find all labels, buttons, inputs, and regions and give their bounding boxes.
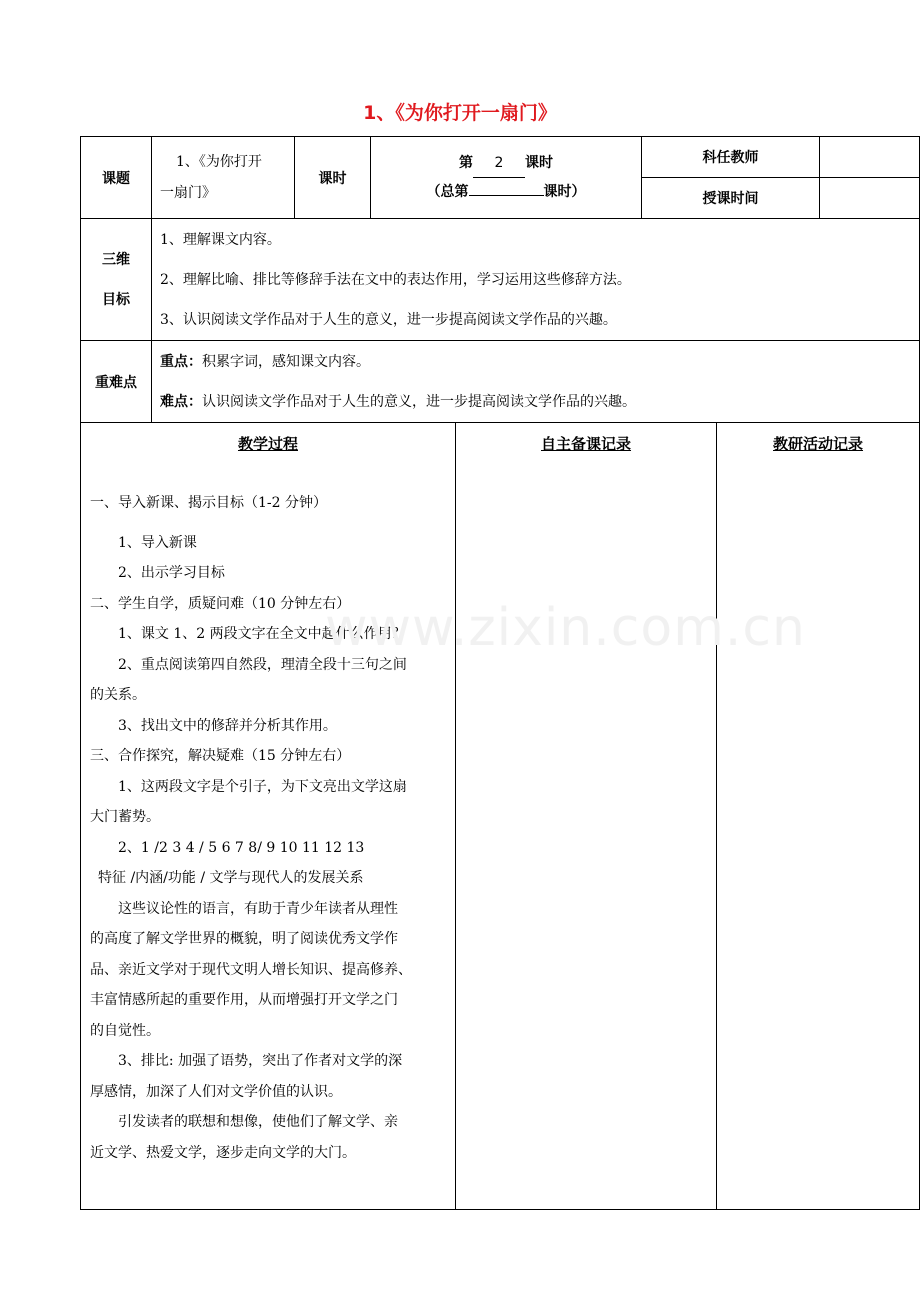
time-value[interactable] xyxy=(820,178,920,219)
period-field xyxy=(371,137,642,219)
process-line: 近文学、热爱文学，逐步走向文学的大门。 xyxy=(90,1144,356,1161)
key-points-label: 重难点 xyxy=(81,341,152,423)
objectives-content xyxy=(152,219,920,341)
topic-value-line1: 1、《为你打开 xyxy=(176,153,262,170)
objective-item: 2、理解比喻、排比等修辞手法在文中的表达作用，学习运用这些修辞方法。 xyxy=(160,271,631,288)
period-label: 课时 xyxy=(295,137,371,219)
process-line: 2、出示学习目标 xyxy=(118,565,225,581)
total-suffix: 课时） xyxy=(543,184,586,200)
process-text xyxy=(90,488,450,1168)
process-line: 的关系。 xyxy=(90,687,146,703)
teacher-label: 科任教师 xyxy=(642,137,820,178)
period-value[interactable]: 2 xyxy=(473,149,525,178)
topic-label: 课题 xyxy=(81,137,152,219)
difficult-label: 难点： xyxy=(160,393,202,410)
key-text: 积累字词，感知课文内容。 xyxy=(202,353,370,370)
process-line: 的自觉性。 xyxy=(90,1022,160,1039)
key-points-content xyxy=(152,341,920,423)
objectives-label xyxy=(81,219,152,341)
process-line: 一、导入新课、揭示目标（1-2 分钟） xyxy=(90,495,327,511)
objective-item: 1、理解课文内容。 xyxy=(160,231,281,248)
process-line: 品、亲近文学对于现代文明人增长知识、提高修养、 xyxy=(90,961,412,978)
topic-value xyxy=(152,137,295,219)
topic-value-line2: 一扇门》 xyxy=(160,184,216,201)
process-line: 1、导入新课 xyxy=(118,534,197,551)
key-point-line xyxy=(152,342,919,382)
process-line: 厚感情，加深了人们对文学价值的认识。 xyxy=(90,1083,342,1100)
process-line: 丰富情感所起的重要作用，从而增强打开文学之门 xyxy=(90,992,398,1008)
process-line: 二、学生自学，质疑问难（10 分钟左右） xyxy=(90,595,351,612)
research-column[interactable] xyxy=(717,423,920,1210)
watermark: www.zixin.com.cn xyxy=(325,598,806,658)
total-prefix: （总第 xyxy=(426,184,469,200)
process-line: 1、课文 1、2 两段文字在全文中起什么作用？ xyxy=(118,626,406,642)
process-line: 这些议论性的语言，有助于青少年读者从理性 xyxy=(118,900,398,917)
objective-item: 3、认识阅读文学作品对于人生的意义，进一步提高阅读文学作品的兴趣。 xyxy=(160,311,617,328)
process-line: 3、排比: 加强了语势，突出了作者对文学的深 xyxy=(118,1053,403,1069)
self-prep-header: 自主备课记录 xyxy=(541,435,632,453)
self-prep-column[interactable] xyxy=(456,423,717,1210)
process-line: 1、这两段文字是个引子，为下文亮出文学这扇 xyxy=(118,778,407,795)
process-header: 教学过程 xyxy=(237,435,298,453)
process-line: 3、找出文中的修辞并分析其作用。 xyxy=(118,717,337,734)
teacher-value[interactable] xyxy=(820,137,920,178)
difficult-point-line xyxy=(152,382,919,422)
page-title: 1、《为你打开一扇门》 xyxy=(363,102,557,124)
process-line: 特征 /内涵/功能 / 文学与现代人的发展关系 xyxy=(98,870,364,886)
research-header: 教研活动记录 xyxy=(773,435,864,453)
process-line: 大门蓄势。 xyxy=(90,809,160,825)
process-line: 引发读者的联想和想像，使他们了解文学、亲 xyxy=(118,1114,398,1130)
objectives-label-line1: 三维 xyxy=(102,251,130,268)
period-suffix: 课时 xyxy=(525,155,553,171)
total-value[interactable] xyxy=(469,195,544,196)
period-prefix: 第 xyxy=(459,155,473,171)
key-label: 重点： xyxy=(160,353,202,370)
objectives-label-line2: 目标 xyxy=(102,291,130,308)
process-line: 的高度了解文学世界的概貌，明了阅读优秀文学作 xyxy=(90,931,398,947)
difficult-text: 认识阅读文学作品对于人生的意义，进一步提高阅读文学作品的兴趣。 xyxy=(202,393,636,410)
process-line: 2、1 /2 3 4 / 5 6 7 8/ 9 10 11 12 13 xyxy=(118,839,365,856)
process-line: 三、合作探究，解决疑难（15 分钟左右） xyxy=(90,748,351,764)
process-line: 2、重点阅读第四自然段，理清全段十三句之间 xyxy=(118,656,407,673)
time-label: 授课时间 xyxy=(642,178,820,219)
